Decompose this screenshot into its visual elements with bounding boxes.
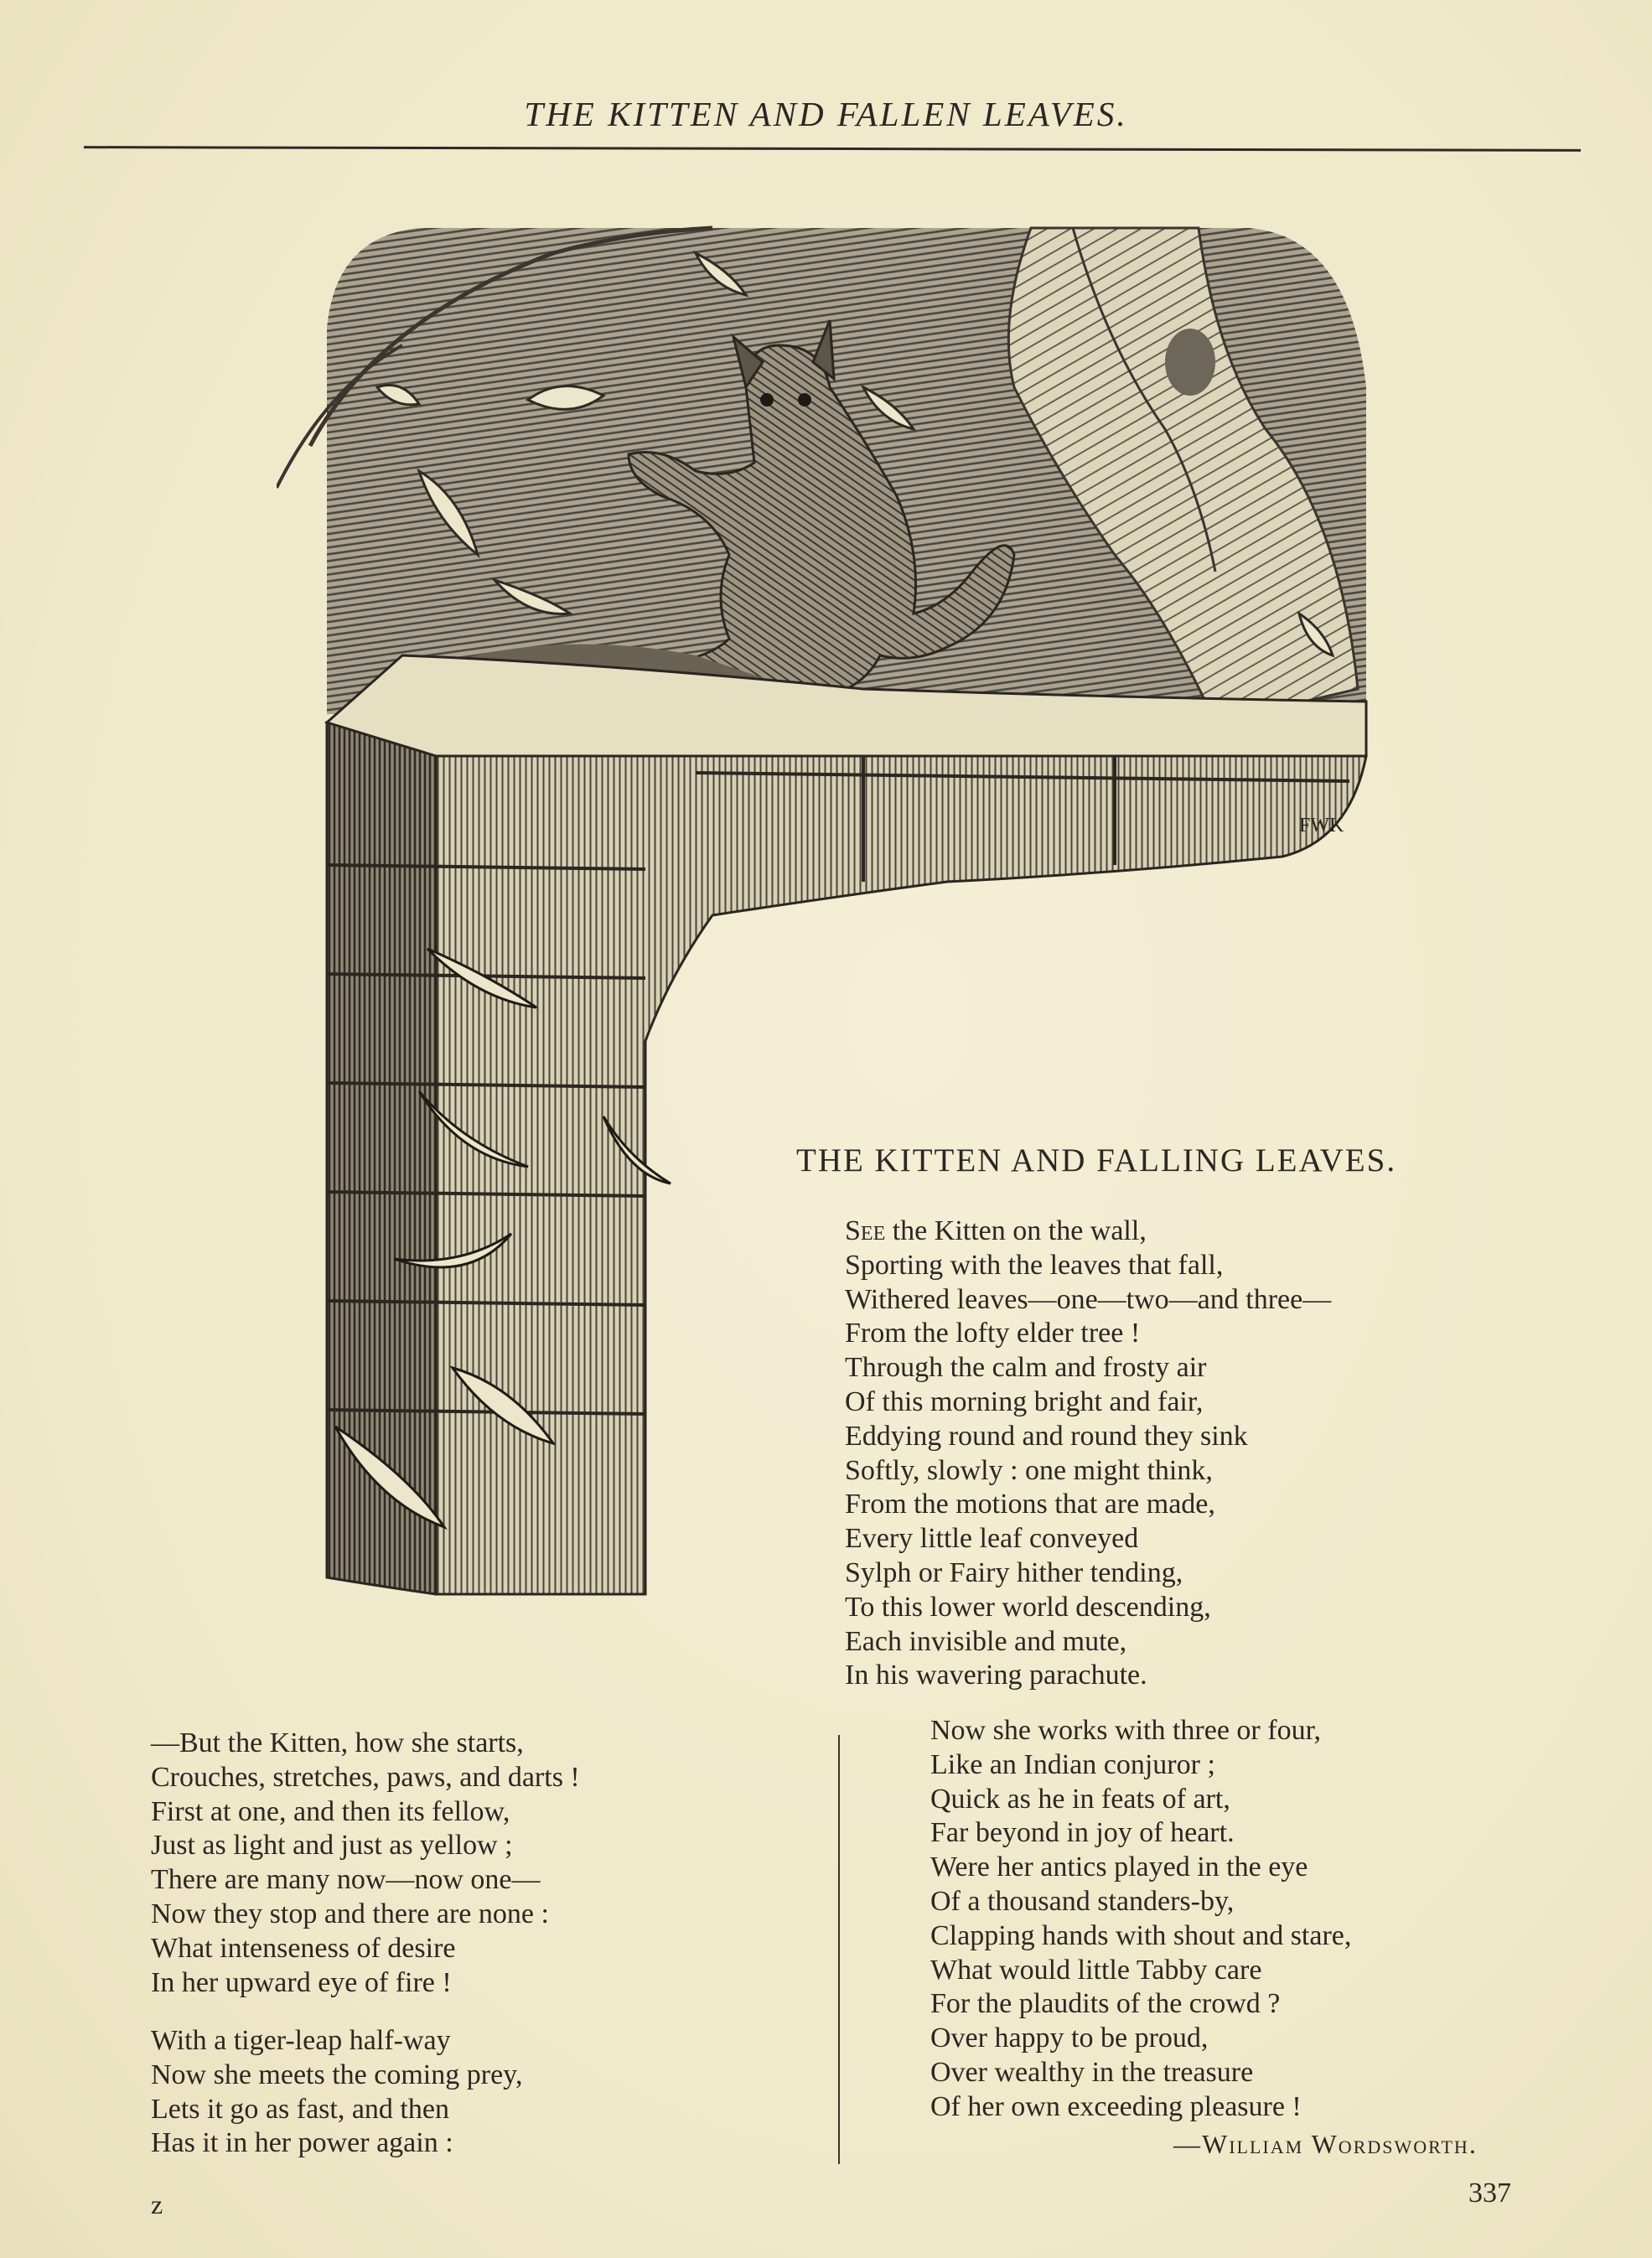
verse-line: —But the Kitten, how she starts, xyxy=(151,1727,524,1758)
verse-line: First at one, and then its fellow, xyxy=(151,1795,510,1827)
verse-line: Sylph or Fairy hither tending, xyxy=(845,1556,1183,1588)
verse-line: Now they stop and there are none : xyxy=(151,1898,549,1929)
stanza-4 xyxy=(930,1714,1351,2125)
verse-line: Of this morning bright and fair, xyxy=(845,1385,1204,1417)
verse-line: There are many now—now one— xyxy=(151,1864,541,1896)
page-number: 337 xyxy=(1468,2178,1511,2209)
verse-line: Softly, slowly : one might think, xyxy=(845,1454,1213,1486)
verse-line: Of a thousand standers-by, xyxy=(930,1885,1235,1917)
verse-line xyxy=(845,1214,1331,1249)
verse-line: Lets it go as fast, and then xyxy=(151,2093,449,2125)
verse-line: Just as light and just as yellow ; xyxy=(151,1830,513,1862)
verse-line: Every little leaf conveyed xyxy=(845,1523,1139,1555)
verse-line: To this lower world descending, xyxy=(845,1591,1211,1623)
verse-line: In his wavering parachute. xyxy=(845,1660,1147,1691)
running-head: THE KITTEN AND FALLEN LEAVES. xyxy=(524,95,1128,133)
verse-line: In her upward eye of fire ! xyxy=(151,1966,452,1998)
column-rule xyxy=(838,1735,840,2164)
verse-line: Now she works with three or four, xyxy=(930,1715,1322,1746)
verse-line: Through the calm and frosty air xyxy=(845,1352,1207,1384)
stanza-1 xyxy=(845,1214,1331,1693)
verse-line: Now she meets the coming prey, xyxy=(151,2059,523,2090)
signature-mark: z xyxy=(151,2189,163,2219)
verse-line: With a tiger-leap half-way xyxy=(151,2025,451,2056)
verse-line: Like an Indian conjuror ; xyxy=(930,1748,1215,1780)
verse-line: What intenseness of desire xyxy=(151,1932,456,1964)
stanza-2 xyxy=(151,1727,580,2000)
verse-line: Sporting with the leaves that fall, xyxy=(845,1249,1224,1281)
verse-line: Over wealthy in the treasure xyxy=(930,2056,1254,2088)
verse-line: Withered leaves—one—two—and three— xyxy=(845,1283,1332,1315)
verse-line: From the motions that are made, xyxy=(845,1489,1215,1520)
verse-line: Eddying round and round they sink xyxy=(845,1420,1248,1452)
verse-line: From the lofty elder tree ! xyxy=(845,1318,1141,1349)
poem-attribution: —William Wordsworth. xyxy=(1173,2129,1478,2159)
verse-line: Each invisible and mute, xyxy=(845,1625,1127,1657)
verse-line: For the plaudits of the crowd ? xyxy=(930,1988,1281,2020)
verse-line: Quick as he in feats of art, xyxy=(930,1783,1230,1815)
poem-title: THE KITTEN AND FALLING LEAVES. xyxy=(796,1142,1397,1178)
verse-line: What would little Tabby care xyxy=(930,1954,1262,1986)
stanza-3 xyxy=(151,2024,522,2161)
drop-word: See xyxy=(845,1215,886,1246)
verse-line: Crouches, stretches, paws, and darts ! xyxy=(151,1761,580,1793)
verse-line: Of her own exceeding pleasure ! xyxy=(930,2090,1302,2122)
verse-line: Clapping hands with shout and stare, xyxy=(930,1919,1352,1951)
verse-line: Were her antics played in the eye xyxy=(930,1851,1308,1883)
engraver-monogram: FWK xyxy=(1299,815,1344,836)
verse-line: Has it in her power again : xyxy=(151,2127,453,2159)
verse-line: Over happy to be proud, xyxy=(930,2022,1209,2054)
verse-line-text: the Kitten on the wall, xyxy=(885,1215,1147,1246)
verse-line: Far beyond in joy of heart. xyxy=(930,1817,1235,1849)
